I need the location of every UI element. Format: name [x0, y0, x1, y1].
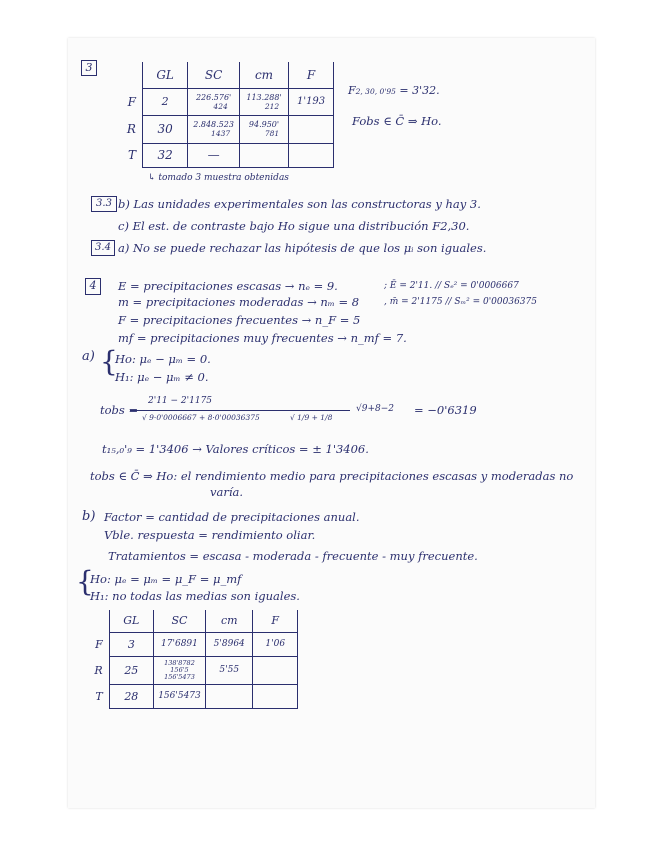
group-definition: mf = precipitaciones muy frecuentes → n_mf = 7.	[118, 331, 407, 345]
conclusion-text: varía.	[210, 485, 244, 499]
group-definition: E = precipitaciones escasas → nₑ = 9.	[118, 279, 338, 293]
group-stats: , m̄ = 2'1175 // Sₘ² = 0'00036375	[384, 297, 537, 307]
exercise-number-box: 3.4	[91, 240, 115, 256]
t-statistic-label: tobs =	[100, 403, 139, 417]
answer-text: c) El est. de contraste bajo Ho sigue una distribución F2,30.	[118, 219, 470, 233]
hypothesis-brace: {	[100, 345, 118, 378]
hypothesis-h0: Ho: μₑ − μₘ = 0.	[115, 352, 211, 366]
t-denominator-sqrt: √ 1/9 + 1/8	[290, 413, 333, 422]
answer-text: a) No se puede rechazar las hipótesis de que los μᵢ son iguales.	[118, 241, 487, 255]
hypothesis-brace: {	[76, 565, 94, 598]
exercise-number-box: 3.3	[91, 196, 117, 212]
hypothesis-h1: H₁: μₑ − μₘ ≠ 0.	[115, 370, 209, 384]
table-note: ↳ tomado 3 muestra obtenidas	[148, 173, 289, 183]
decision-text: Fobs ∈ C̄ ⇒ Ho.	[352, 114, 442, 128]
t-numerator: 2'11 − 2'1175	[148, 396, 213, 406]
group-stats: ; Ē = 2'11. // Sₑ² = 0'0006667	[384, 281, 519, 291]
answer-text: b) Las unidades experimentales son las constructoras y hay 3.	[118, 197, 481, 211]
t-denominator: √ 9·0'0006667 + 8·0'00036375	[142, 413, 260, 422]
t-sqrt-factor: √9+8−2	[356, 404, 394, 414]
hypothesis-h0: Ho: μₑ = μₘ = μ_F = μ_mf	[90, 572, 242, 586]
response-definition: Vble. respuesta = rendimiento oliar.	[104, 528, 316, 542]
anova-table: GL SC cm F F 2 226.576' 424 113.288' 212 1'193 R 30 2.848.523 1437 94.950' 781 T 32 —	[112, 62, 334, 168]
conclusion-text: tobs ∈ C̄ ⇒ Ho: el rendimiento medio para precipitaciones escasas y moderadas no	[90, 469, 574, 483]
critical-values: t₁₅,₀'₉ = 1'3406 → Valores críticos = ± 1'3406.	[102, 442, 369, 456]
exercise-number-box: 4	[85, 278, 101, 295]
t-result: = −0'6319	[414, 403, 477, 417]
factor-definition: Factor = cantidad de precipitaciones anual.	[104, 510, 360, 524]
group-definition: F = precipitaciones frecuentes → n_F = 5	[118, 313, 361, 327]
f-critical-value: F2, 30, 0'95 = 3'32.	[348, 84, 440, 97]
part-label: b)	[82, 509, 96, 524]
hypothesis-h1: H₁: no todas las medias son iguales.	[90, 589, 300, 603]
part-label: a)	[82, 349, 95, 364]
treatment-definition: Tratamientos = escasa - moderada - frecuente - muy frecuente.	[108, 549, 478, 563]
exercise-number-box: 3	[81, 60, 97, 76]
anova-table: GL SC cm F F 3 17'6891 5'8964 1'06 R 25 138'8782 156'5 156'5473 5'55 T 28 156'5473	[82, 610, 298, 709]
fraction-bar	[130, 410, 350, 411]
group-definition: m = precipitaciones moderadas → nₘ = 8	[118, 295, 360, 309]
